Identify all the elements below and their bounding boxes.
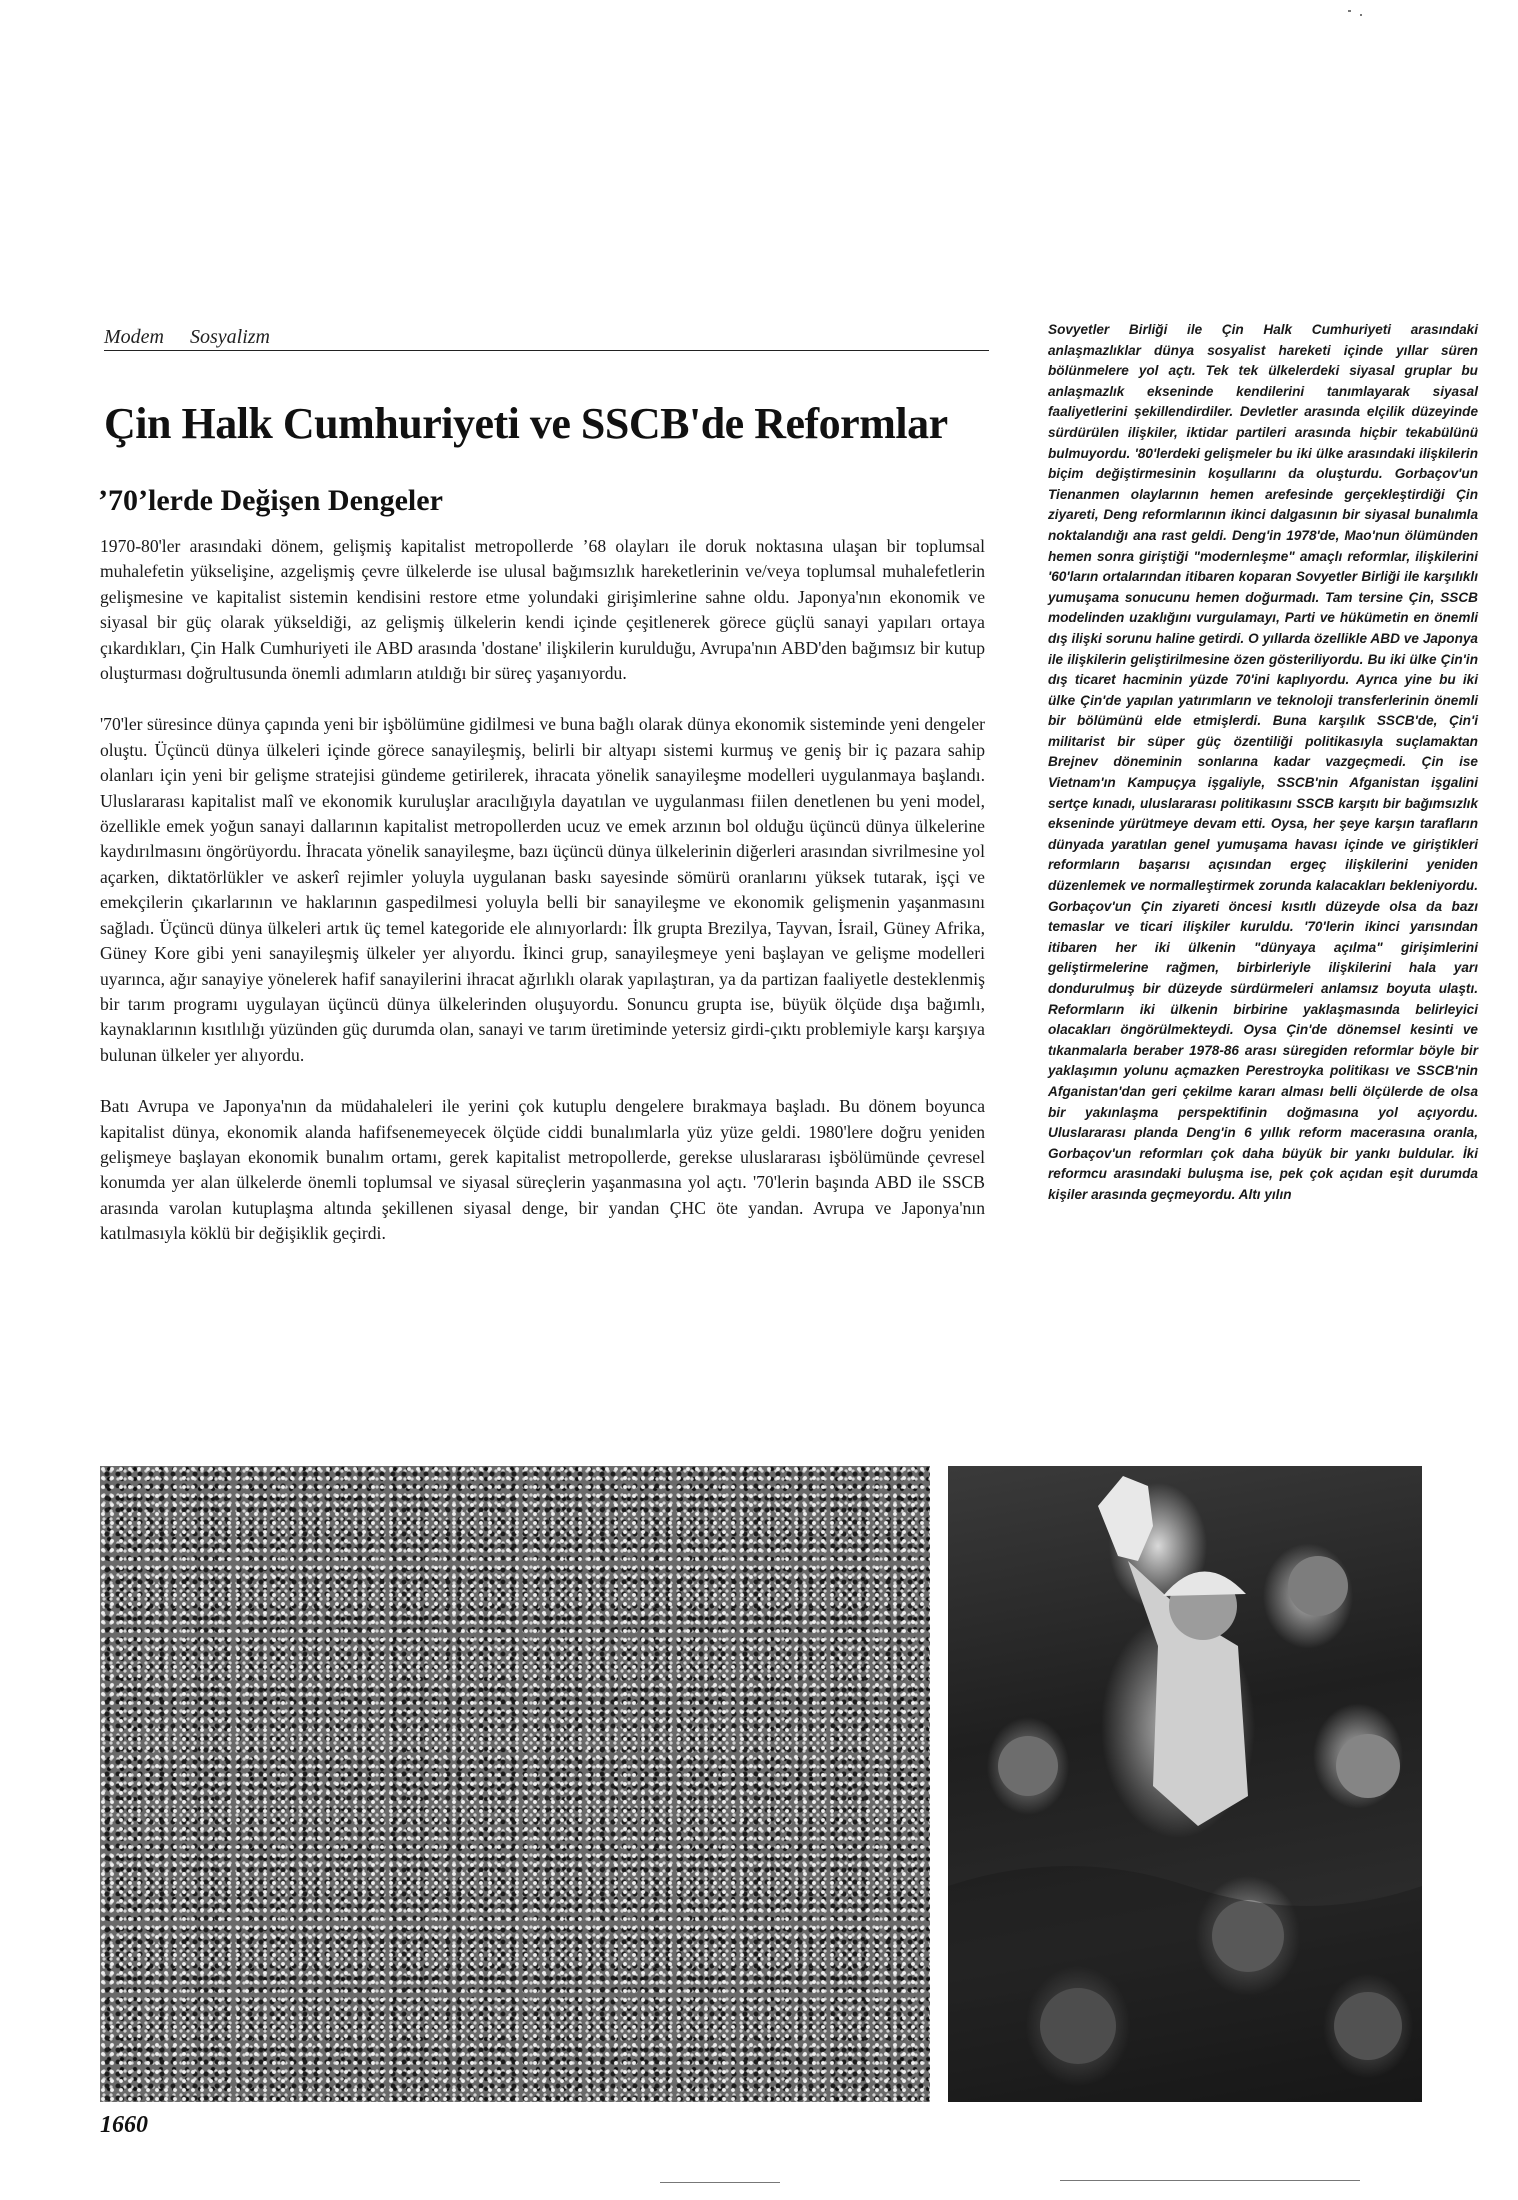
- body-paragraph: Batı Avrupa ve Japonya'nın da müdahaleleri ile yerini çok kutuplu dengelere bırakmaya başladı. Bu dönem boyunca kapitalist dünya, ekonomik alanda hafifsenemeyecek ölçüde ciddi bunalımlarla yüz yüze geldi. 1980'lere doğru yeniden gelişmeye başlayan ekonomik bunalım ortamı, gerek kapitalist metropollerde, gerekse uluslararası işbölümünde çevresel konumda yer alan ülkelerde önemli toplumsal ve siyasal süreçlerin yaşanmasına yol açtı. '70'lerin başında ABD ile SSCB arasında varolan kutuplaşma altında şekillenen siyasal denge, bir yandan ÇHC öte yandan. Avrupa ve Japonya'nın katılmasıyla köklü bir değişiklik geçirdi.: [100, 1096, 985, 1244]
- article-title: Çin Halk Cumhuriyeti ve SSCB'de Reformlar: [104, 399, 948, 448]
- header-word-2: Sosyalizm: [189, 326, 270, 348]
- main-text-column: [100, 534, 985, 1273]
- protest-photo: [948, 1466, 1422, 2102]
- article-subtitle: ’70’lerde Değişen Dengeler: [98, 484, 443, 517]
- body-paragraph: 1970-80'ler arasındaki dönem, gelişmiş kapitalist metropollerde ’68 olayları ile doruk noktasına ulaşan bir toplumsal muhalefetin yükselişine, azgelişmiş çevre ülkelerde ise ulusal bağımsızlık hareketlerinin ve/veya toplumsal muhalefetlerin gelişmesine ve kapitalist sistemin kendisini restore etme yolundaki girişimlerine sahne oldu. Japonya'nın ekonomik ve siyasal bir güç olarak yükseldiği, az gelişmiş ülkelerin kendi içinde çeşitlenerek görece güçlü sanayi yapıları ortaya çıkardıkları, Çin Halk Cumhuriyeti ile ABD arasında 'dostane' ilişkilerin kurulduğu, Avrupa'nın ABD'den bağımsız bir kutup oluşturması doğrultusunda önemli adımların atıldığı bir süreç yaşanıyordu.: [100, 536, 985, 684]
- scan-speck: [1360, 14, 1362, 16]
- header-word-1: Modem: [104, 326, 164, 348]
- scan-speck: [1060, 2180, 1360, 2181]
- scan-speck: [660, 2182, 780, 2183]
- running-header: [104, 326, 984, 349]
- scan-speck: [1348, 10, 1351, 12]
- sidebar-column: [1048, 320, 1478, 1206]
- body-paragraph: '70'ler süresince dünya çapında yeni bir işbölümüne gidilmesi ve buna bağlı olarak dünya ekonomik sisteminde yeni dengeler oluştu. Üçüncü dünya ülkeleri içinde görece sanayileşmiş, belirli bir altyapı sistemi kurmuş ve geniş bir iç pazara sahip olanları için yeni bir gelişme stratejisi gündeme getirilerek, ihracata yönelik sanayileşme modelleri uygulanmaya başlandı. Uluslararası kapitalist malî ve ekonomik kuruluşlar aracılığıyla dayatılan ve uygulanması fiilen denetlenen bu yeni model, özellikle emek yoğun sanayi dallarının kapitalist metropollerden ucuz ve emek arzının bol olduğu üçüncü dünya ülkelerine kaydırılmasını öngörüyordu. İhracata yönelik sanayileşme, bazı üçüncü dünya ülkelerinin diğerleri arasından sivrilmesine yol açarken, diktatörlükler ve askerî rejimler yoluyla uygulanan baskı sayesinde sömürü oranlarını yüksek tutarak, işçi ve emekçilerin çıkarlarının ve haklarının gaspedilmesi yoluyla belli bir sanayileşme ve ekonomik gelişmenin yaşanmasını sağladı. Üçüncü dünya ülkeleri artık üç temel kategoride ele alınıyorlardı: İlk grupta Brezilya, Tayvan, İsrail, Güney Afrika, Güney Kore gibi yeni sanayileşmiş ülkeler yer alıyordu. İkinci grup, sanayileşmeye yeni başlayan ve gelişme modelleri uyarınca, ağır sanayiye yönelerek hafif sanayilerini ihracat ağırlıklı olarak yapılaştıran, ya da partizan faaliyetle desteklenmiş bir tarım programı uygulayan üçüncü dünya ülkelerinden oluşuyordu. Sonuncu grupta ise, büyük ölçüde dışa bağımlı, kaynaklarının kısıtlılığı yüzünden güç durumda olan, sanayi ve tarım üretiminde yetersiz girdi-çıktı problemiyle karşı karşıya bulunan ülkeler yer alıyordu.: [100, 714, 985, 1065]
- protest-figure-illustration: [948, 1466, 1422, 2102]
- raised-fist-shape: [1098, 1476, 1153, 1561]
- header-rule: [104, 350, 989, 351]
- crowd-photo: [100, 1466, 930, 2102]
- crowd-shadow: [948, 1866, 1422, 2102]
- page-number: 1660: [100, 2112, 148, 2138]
- crowd-head: [1336, 1734, 1400, 1798]
- crowd-head: [998, 1736, 1058, 1796]
- crowd-head: [1288, 1556, 1348, 1616]
- sidebar-text: Sovyetler Birliği ile Çin Halk Cumhuriyeti arasındaki anlaşmazlıklar dünya sosyalist hareketi içinde yıllar süren bölünmelere yol açtı. Tek tek ülkelerdeki siyasal gruplar bu anlaşmazlık ekseninde kendilerini tanımlayarak siyasal faaliyetlerini şekillendirdiler. Devletler arasında elçilik düzeyinde sürdürülen ilişkiler, iktidar partileri arasında hiçbir tekabülünü bulmuyordu. '80'lerdeki gelişmeler bu iki ülke arasındaki ilişkilerin biçim değiştirmesinin koşullarını da oluşturdu. Gorbaçov'un Tienanmen olaylarının hemen arefesinde gerçekleştirdiği Çin ziyareti, Deng reformlarının ikinci dalgasının bir siyasal bunalımla noktalandığı ana rast geldi. Deng'in 1978'de, Mao'nun ölümünden hemen sonra giriştiği "modernleşme" amaçlı reformlar, ilişkilerini '60'ların ortalarından itibaren koparan Sovyetler Birliği ile karşılıklı yumuşama sonucunu hemen doğurmadı. Tam tersine Çin, SSCB modelinden uzaklığını vurgulamayı, Parti ve hükümetin en önemli dış ilişki sorunu haline getirdi. O yıllarda özellikle ABD ve Japonya ile ilişkilerin geliştirilmesine özen gösteriliyordu. Bu iki ülke Çin'in dış ticaret hacminin yüzde 70'ini kaplıyordu. Ayrıca yine bu iki ülke Çin'de yapılan yatırımların ve teknoloji transferlerinin önemli bir bölümünü elde etmişlerdi. Buna karşılık SSCB'de, Çin'i militarist bir süper güç özentiliği politikasıyla suçlamaktan Brejnev döneminin sonlarına kadar vazgeçmedi. Çin ise Vietnam'ın Kampuçya işgaliyle, SSCB'nin Afganistan işgalini sertçe kınadı, uluslararası politikasını SSCB karşıtı bir bağımsızlık ekseninde yürütmeye devam etti. Oysa, her şeye karşın tarafların dünyada yaratılan genel yumuşama havası içinde ve giriştikleri reformların başarısı açısından ergeç ilişkilerini yeniden düzenlemek ve normalleştirmek zorunda kalacakları bekleniyordu. Gorbaçov'un Çin ziyareti öncesi kısıtlı düzeyde olsa da bazı temaslar ve ticari ilişkiler kuruldu. '70'lerin ikinci yarısından itibaren her iki ülkenin "dünyaya açılma" girişimlerini geliştirmelerine rağmen, birbirleriyle ilişkilerini hala yarı dondurulmuş bir düzeyde sürdürmeleri anlamsız boyuta ulaştı. Reformların iki ülkenin birbirine yaklaşmasında belirleyici olacakları öngörülmekteydi. Oysa Çin'de dönemsel kesinti ve tıkanmalarla beraber 1978-86 arası süregiden reformlar böyle bir yaklaşımın yolunu açmazken Perestroyka politikası ve SSCB'nin Afganistan'dan geri çekilme kararı alması belli ölçülerde de olsa bir yakınlaşma perspektifinin doğmasına yol açıyordu. Uluslararası planda Deng'in 6 yıllık reform macerasına oranla, Gorbaçov'un reformları çok daha büyük bir yankı buldular. İki reformcu arasındaki buluşma ise, pek çok açıdan eşit durumda kişiler arasında geçmeyordu. Altı yılın: [1048, 322, 1478, 1202]
- helmet-shape: [1163, 1571, 1246, 1596]
